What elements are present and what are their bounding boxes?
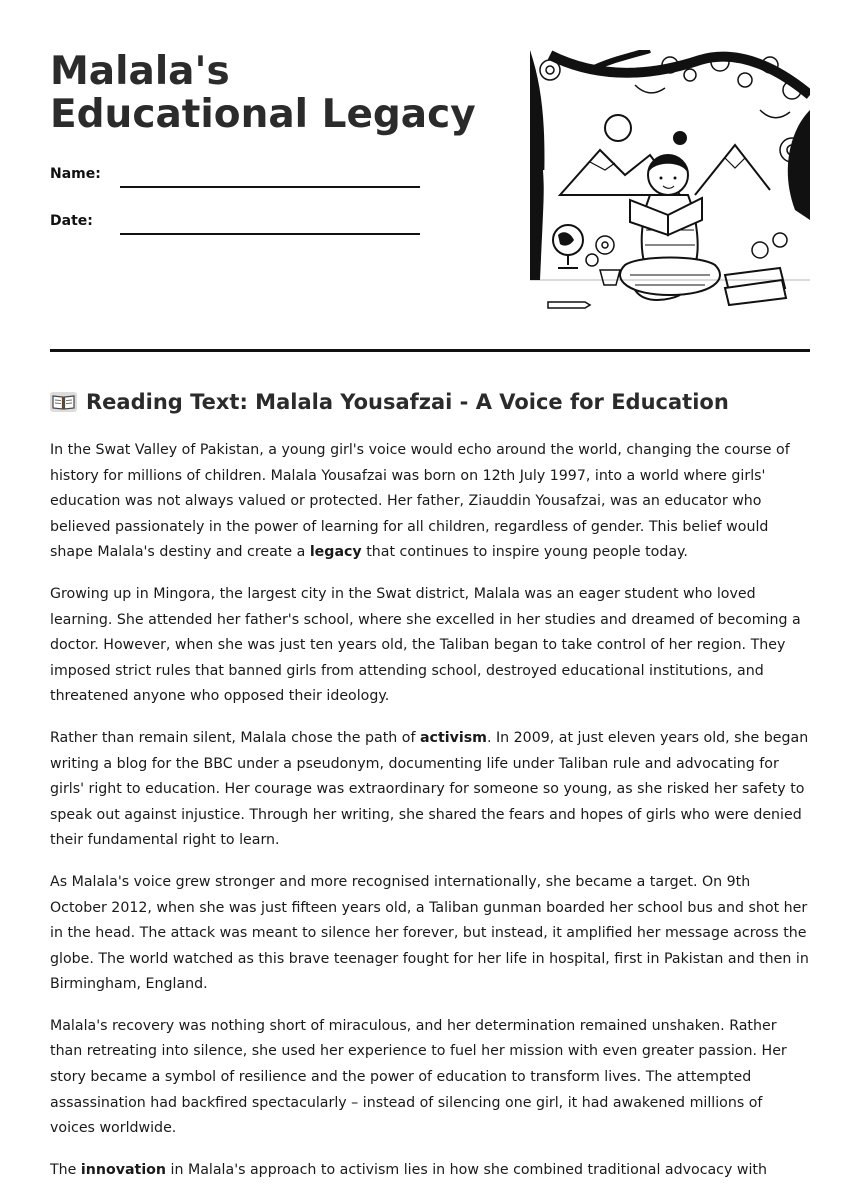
date-label: Date: — [50, 213, 93, 229]
date-field[interactable] — [120, 233, 420, 235]
reading-text — [50, 438, 810, 1199]
worksheet-header — [50, 50, 810, 320]
paragraph: As Malala's voice grew stronger and more recognised internationally, she became a target. On 9th October 2012, when she was just fifteen years old, a Taliban gunman boarded her school bus and shot her in the head. The attack was meant to silence her forever, but instead, it amplified her message across the globe. The world watched as this brave teenager fought for her life in hospital, first in Pakistan and then in Birmingham, England. — [50, 873, 809, 993]
name-label: Name: — [50, 166, 101, 182]
page-title: Malala's Educational Legacy — [50, 49, 476, 137]
open-book-icon — [50, 392, 77, 412]
paragraph: In the Swat Valley of Pakistan, a young girl's voice would echo around the world, changing the course of history for millions of children. Malala Yousafzai was born on 12th July 1997, into a world where girls' education was not always valued or protected. Her father, Ziauddin Yousafzai, was an educator who believed passionately in the power of learning for all children, regardless of gender. This belief would shape Malala's destiny and create a legacy that continues to inspire young people today. — [50, 442, 790, 561]
paragraph: The innovation in Malala's approach to activism lies in how she combined traditional advocacy with — [50, 1161, 767, 1178]
paragraph: Malala's recovery was nothing short of miraculous, and her determination remained unshaken. Rather than retreating into silence, she used her experience to fuel her mission with even greater passion. Her story became a symbol of resilience and the power of education to transform lives. The attempted assassination had backfired spectacularly – instead of silencing one girl, it had awakened millions of voices worldwide. — [50, 1017, 787, 1137]
malala-reading-illustration — [530, 50, 810, 312]
header-divider — [50, 349, 810, 352]
section-heading-text: Reading Text: Malala Yousafzai - A Voice for Education — [86, 390, 729, 414]
key-term: activism — [419, 729, 487, 746]
paragraph: Growing up in Mingora, the largest city in the Swat district, Malala was an eager student who loved learning. She attended her father's school, where she excelled in her studies and dreamed of becoming a doctor. However, when she was just ten years old, the Taliban began to take control of her region. They imposed strict rules that banned girls from attending school, destroyed educational institutions, and threatened anyone who opposed their ideology. — [50, 585, 801, 705]
key-term: legacy — [309, 544, 362, 561]
key-term: innovation — [80, 1161, 167, 1178]
name-field[interactable] — [120, 186, 420, 188]
section-heading — [50, 390, 729, 414]
paragraph: Rather than remain silent, Malala chose the path of activism. In 2009, at just eleven years old, she began writing a blog for the BBC under a pseudonym, documenting life under Taliban rule and advocating for girls' right to education. Her courage was extraordinary for someone so young, as she risked her safety to speak out against injustice. Through her writing, she shared the fears and hopes of girls who were denied their fundamental right to learn. — [50, 729, 809, 849]
